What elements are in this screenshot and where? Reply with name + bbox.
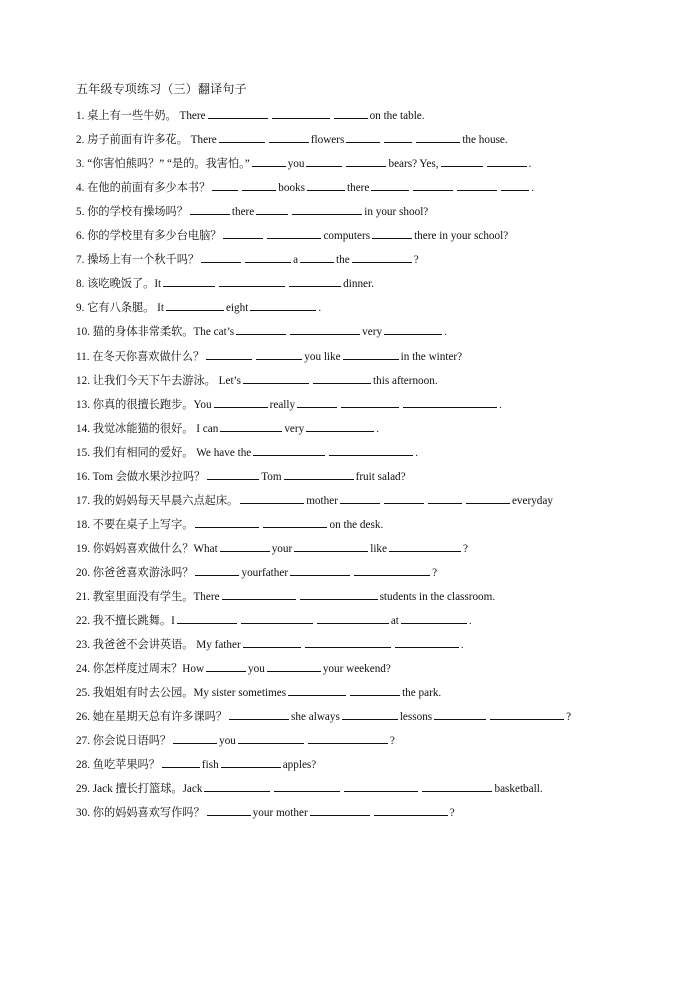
- exercise-item: [76, 780, 543, 796]
- answer-blank[interactable]: [223, 227, 263, 239]
- answer-blank[interactable]: [384, 492, 424, 504]
- exercise-text: on the desk.: [329, 518, 384, 531]
- answer-blank[interactable]: [243, 372, 309, 384]
- exercise-item: [76, 107, 425, 123]
- answer-blank[interactable]: [350, 684, 400, 696]
- exercise-text: you like: [304, 350, 341, 363]
- exercise-text: 9. 它有八条腿。 It: [76, 302, 164, 315]
- exercise-text: 16. Tom 会做水果沙拉吗？: [76, 470, 206, 483]
- answer-blank[interactable]: [242, 179, 276, 191]
- exercise-text: ?: [449, 807, 455, 820]
- exercise-text: books: [278, 182, 305, 195]
- exercise-text: 5. 你的学校有操场吗？: [76, 206, 188, 219]
- answer-blank[interactable]: [229, 708, 289, 720]
- exercise-text: the house.: [462, 134, 508, 147]
- answer-blank[interactable]: [297, 396, 337, 408]
- answer-blank[interactable]: [269, 131, 309, 143]
- exercise-text: 23. 我爸爸不会讲英语。 My father: [76, 639, 241, 652]
- answer-blank[interactable]: [166, 299, 224, 311]
- answer-blank[interactable]: [340, 492, 380, 504]
- exercise-text: basketball.: [494, 783, 543, 796]
- exercise-text: 20. 你爸爸喜欢游泳吗？: [76, 566, 194, 579]
- answer-blank[interactable]: [195, 516, 259, 528]
- answer-blank[interactable]: [428, 492, 462, 504]
- exercise-item: [76, 492, 553, 508]
- exercise-text: ?: [566, 711, 572, 724]
- answer-blank[interactable]: [173, 732, 217, 744]
- exercise-text: 6. 你的学校里有多少台电脑？: [76, 230, 222, 243]
- answer-blank[interactable]: [238, 732, 304, 744]
- exercise-text: flowers: [310, 134, 345, 147]
- exercise-text: .: [376, 422, 380, 435]
- answer-blank[interactable]: [457, 179, 497, 191]
- exercise-text: she always: [291, 711, 340, 724]
- exercise-text: bears? Yes,: [388, 158, 439, 171]
- exercise-text: your: [271, 542, 293, 555]
- answer-blank[interactable]: [441, 155, 483, 167]
- exercise-text: you: [219, 735, 236, 748]
- exercise-text: 18. 不要在桌子上写字。: [76, 518, 194, 531]
- exercise-text: 7. 操场上有一个秋千吗？: [76, 254, 200, 267]
- answer-blank[interactable]: [317, 612, 389, 624]
- exercise-text: 17. 我的妈妈每天早晨六点起床。: [76, 494, 239, 507]
- answer-blank[interactable]: [212, 179, 238, 191]
- exercise-text: you: [287, 158, 305, 171]
- answer-blank[interactable]: [250, 299, 316, 311]
- exercise-text: 24. 你怎样度过周末？How: [76, 663, 205, 676]
- exercise-text: 2. 房子前面有许多花。 There: [76, 134, 217, 147]
- answer-blank[interactable]: [334, 107, 368, 119]
- exercise-text: 12. 让我们今天下午去游泳。 Let’s: [76, 374, 242, 387]
- exercise-text: 10. 猫的身体非常柔软。The cat’s: [76, 326, 235, 339]
- exercise-text: .: [444, 326, 447, 339]
- exercise-text: dinner.: [343, 278, 374, 291]
- answer-blank[interactable]: [401, 612, 467, 624]
- answer-blank[interactable]: [263, 516, 327, 528]
- exercise-text: the park.: [402, 687, 442, 700]
- exercise-text: fish: [201, 759, 219, 772]
- exercise-item: [76, 323, 447, 339]
- answer-blank[interactable]: [267, 660, 321, 672]
- answer-blank[interactable]: [413, 179, 453, 191]
- exercise-item: [76, 588, 495, 604]
- exercise-text: .: [499, 398, 502, 411]
- answer-blank[interactable]: [207, 468, 259, 480]
- exercise-item: [76, 299, 321, 315]
- answer-blank[interactable]: [272, 107, 330, 119]
- answer-blank[interactable]: [222, 588, 296, 600]
- answer-blank[interactable]: [329, 444, 413, 456]
- answer-blank[interactable]: [207, 804, 251, 816]
- exercise-item: [76, 179, 534, 195]
- answer-blank[interactable]: [245, 251, 291, 263]
- answer-blank[interactable]: [288, 684, 346, 696]
- exercise-item: [76, 227, 508, 243]
- exercise-item: [76, 612, 472, 628]
- exercise-text: eight: [225, 302, 249, 315]
- answer-blank[interactable]: [346, 131, 380, 143]
- exercise-text: 29. Jack 擅长打篮球。Jack: [76, 783, 203, 796]
- exercise-text: there: [231, 206, 255, 219]
- answer-blank[interactable]: [308, 732, 388, 744]
- answer-blank[interactable]: [403, 396, 497, 408]
- exercise-text: a: [293, 254, 299, 267]
- exercise-item: [76, 444, 418, 460]
- exercise-text: 25. 我姐姐有时去公园。My sister sometimes: [76, 687, 287, 700]
- answer-blank[interactable]: [289, 275, 341, 287]
- exercise-text: computers: [323, 230, 371, 243]
- exercise-text: 27. 你会说日语吗？: [76, 735, 172, 748]
- exercise-text: 30. 你的妈妈喜欢写作吗？: [76, 807, 205, 820]
- exercise-item: [76, 275, 374, 291]
- answer-blank[interactable]: [300, 588, 378, 600]
- answer-blank[interactable]: [466, 492, 510, 504]
- exercise-item: [76, 396, 502, 412]
- exercise-item: [76, 468, 406, 484]
- exercise-text: very: [284, 422, 305, 435]
- exercise-text: 28. 鱼吃苹果吗？: [76, 759, 160, 772]
- exercise-text: this afternoon.: [373, 374, 438, 387]
- exercise-item: [76, 155, 531, 171]
- exercise-text: students in the classroom.: [379, 591, 496, 603]
- exercise-text: mother: [306, 494, 338, 507]
- exercise-item: [76, 516, 383, 532]
- exercise-item: [76, 564, 437, 580]
- answer-blank[interactable]: [305, 636, 391, 648]
- answer-blank[interactable]: [201, 251, 241, 263]
- exercise-text: there: [347, 182, 370, 195]
- exercise-item: [76, 251, 419, 267]
- exercise-text: ?: [463, 542, 468, 555]
- exercise-text: there in your school?: [414, 230, 509, 243]
- answer-blank[interactable]: [214, 396, 268, 408]
- exercise-text: ?: [389, 735, 395, 748]
- answer-blank[interactable]: [256, 348, 302, 360]
- exercise-text: in your shool?: [364, 206, 429, 219]
- exercise-text: on the table.: [369, 110, 425, 122]
- page-title: 五年级专项练习（三）翻译句子: [76, 82, 247, 96]
- exercise-text: 8. 该吃晚饭了。It: [76, 278, 162, 291]
- exercise-item: [76, 203, 428, 219]
- answer-blank[interactable]: [290, 564, 350, 576]
- answer-blank[interactable]: [352, 251, 412, 263]
- exercise-text: 3. “你害怕熊吗？” “是的。我害怕。”: [76, 158, 250, 171]
- answer-blank[interactable]: [416, 131, 460, 143]
- answer-blank[interactable]: [256, 203, 288, 215]
- answer-blank[interactable]: [300, 251, 334, 263]
- exercise-item: [76, 804, 455, 820]
- answer-blank[interactable]: [243, 636, 301, 648]
- exercise-item: [76, 684, 441, 700]
- exercise-text: really: [269, 398, 296, 411]
- answer-blank[interactable]: [395, 636, 459, 648]
- exercise-text: apples?: [282, 759, 317, 772]
- answer-blank[interactable]: [221, 756, 281, 768]
- answer-blank[interactable]: [252, 155, 286, 167]
- answer-blank[interactable]: [490, 708, 564, 720]
- exercise-item: [76, 540, 468, 556]
- answer-blank[interactable]: [501, 179, 529, 191]
- exercise-text: 14. 我觉冰能猫的很好。 I can: [76, 422, 219, 435]
- answer-blank[interactable]: [162, 756, 200, 768]
- answer-blank[interactable]: [219, 131, 265, 143]
- answer-blank[interactable]: [487, 155, 527, 167]
- exercise-text: you: [248, 663, 265, 676]
- answer-blank[interactable]: [389, 540, 461, 552]
- exercise-text: .: [460, 639, 464, 652]
- answer-blank[interactable]: [204, 780, 270, 792]
- exercise-text: 11. 在冬天你喜欢做什么？: [76, 350, 205, 363]
- exercise-text: 26. 她在星期天总有许多课吗？: [76, 711, 228, 724]
- answer-blank[interactable]: [372, 227, 412, 239]
- answer-blank[interactable]: [190, 203, 230, 215]
- answer-blank[interactable]: [219, 275, 285, 287]
- exercise-text: like: [370, 542, 387, 555]
- exercise-text: the: [336, 254, 350, 267]
- answer-blank[interactable]: [307, 179, 345, 191]
- exercise-text: .: [531, 182, 535, 195]
- exercise-text: 19. 你妈妈喜欢做什么？What: [76, 542, 218, 555]
- answer-blank[interactable]: [236, 323, 286, 335]
- answer-blank[interactable]: [241, 612, 313, 624]
- exercise-item: [76, 756, 316, 772]
- answer-blank[interactable]: [274, 780, 340, 792]
- exercise-text: .: [318, 302, 322, 315]
- exercise-text: lessons: [399, 711, 433, 724]
- exercise-text: Tom: [261, 470, 282, 483]
- answer-blank[interactable]: [374, 804, 448, 816]
- answer-blank[interactable]: [342, 708, 398, 720]
- answer-blank[interactable]: [384, 323, 442, 335]
- exercise-text: fruit salad?: [355, 470, 406, 483]
- exercise-text: .: [415, 446, 419, 459]
- answer-blank[interactable]: [253, 444, 325, 456]
- exercise-text: 15. 我们有相同的爱好。 We have the: [76, 446, 252, 459]
- exercise-text: at: [390, 615, 399, 628]
- answer-blank[interactable]: [341, 396, 399, 408]
- exercise-text: in the winter?: [400, 350, 463, 363]
- answer-blank[interactable]: [343, 348, 399, 360]
- exercise-item: [76, 372, 438, 388]
- exercise-item: [76, 348, 462, 364]
- answer-blank[interactable]: [294, 540, 368, 552]
- answer-blank[interactable]: [220, 540, 270, 552]
- answer-blank[interactable]: [354, 564, 430, 576]
- exercise-item: [76, 131, 508, 147]
- answer-blank[interactable]: [371, 179, 409, 191]
- answer-blank[interactable]: [163, 275, 215, 287]
- answer-blank[interactable]: [434, 708, 486, 720]
- exercise-text: ?: [432, 566, 438, 579]
- exercise-text: your weekend?: [322, 663, 391, 676]
- answer-blank[interactable]: [208, 107, 268, 119]
- answer-blank[interactable]: [220, 420, 282, 432]
- answer-blank[interactable]: [290, 323, 360, 335]
- answer-blank[interactable]: [346, 155, 386, 167]
- answer-blank[interactable]: [195, 564, 239, 576]
- answer-blank[interactable]: [313, 372, 371, 384]
- answer-blank[interactable]: [267, 227, 321, 239]
- answer-blank[interactable]: [206, 660, 246, 672]
- exercise-text: .: [468, 615, 472, 628]
- exercise-item: [76, 636, 464, 652]
- exercise-item: [76, 732, 395, 748]
- exercise-text: 13. 你真的很擅长跑步。You: [76, 398, 212, 411]
- exercise-text: everyday: [511, 494, 553, 507]
- exercise-text: your mother: [252, 807, 308, 820]
- exercise-text: .: [528, 158, 532, 171]
- exercise-text: 22. 我不擅长跳舞。I: [76, 615, 175, 628]
- exercise-text: 1. 桌上有一些牛奶。 There: [76, 110, 206, 122]
- answer-blank[interactable]: [284, 468, 354, 480]
- answer-blank[interactable]: [344, 780, 418, 792]
- answer-blank[interactable]: [206, 348, 252, 360]
- exercise-text: yourfather: [241, 566, 289, 579]
- answer-blank[interactable]: [310, 804, 370, 816]
- exercise-text: very: [362, 326, 383, 339]
- answer-blank[interactable]: [422, 780, 492, 792]
- answer-blank[interactable]: [177, 612, 237, 624]
- answer-blank[interactable]: [292, 203, 362, 215]
- exercise-text: 4. 在他的前面有多少本书？: [76, 182, 211, 195]
- answer-blank[interactable]: [240, 492, 304, 504]
- exercise-item: [76, 660, 391, 676]
- answer-blank[interactable]: [306, 420, 374, 432]
- answer-blank[interactable]: [384, 131, 412, 143]
- exercise-item: [76, 708, 571, 724]
- exercise-text: 21. 教室里面没有学生。There: [76, 591, 220, 603]
- exercise-text: ?: [413, 254, 419, 267]
- exercise-item: [76, 420, 379, 436]
- answer-blank[interactable]: [306, 155, 342, 167]
